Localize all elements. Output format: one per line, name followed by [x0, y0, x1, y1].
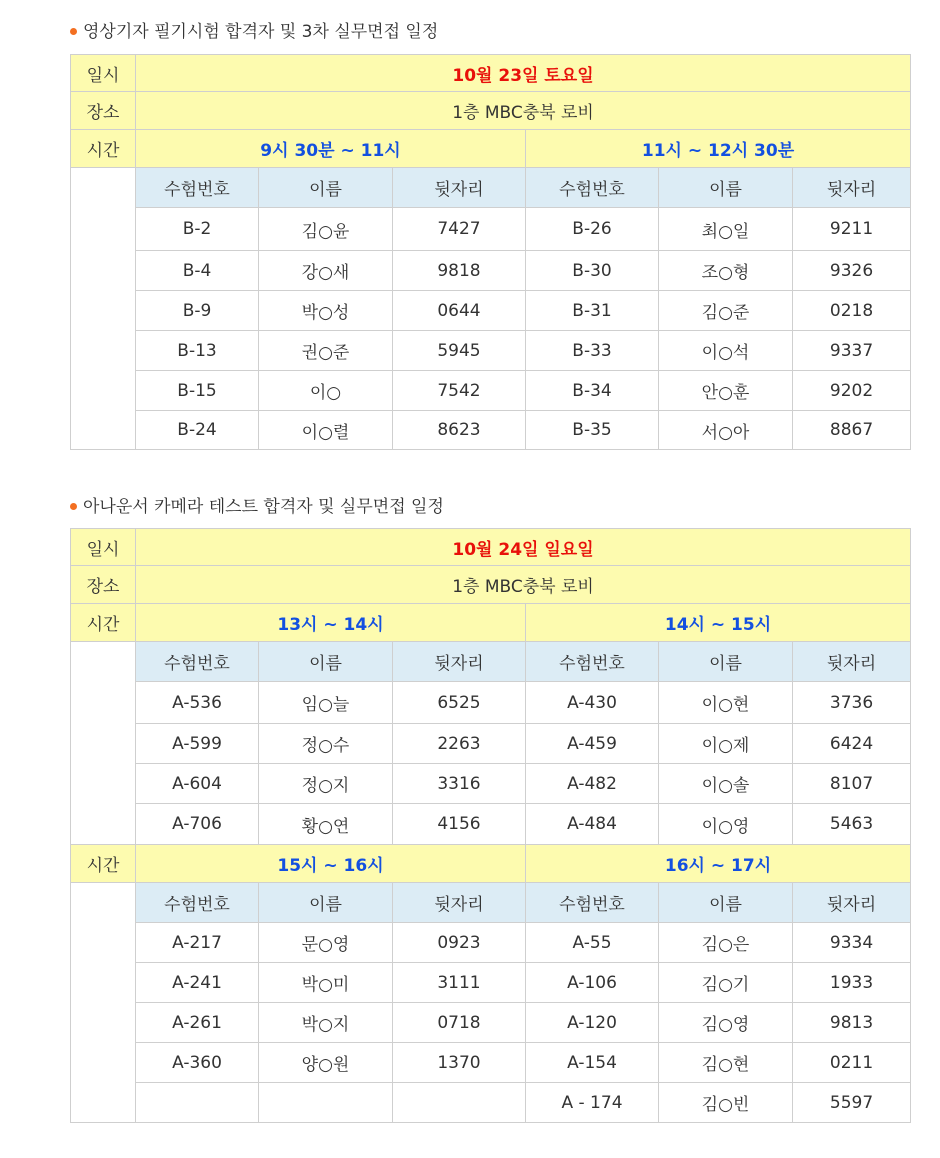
header-last-digits: 뒷자리 [793, 642, 911, 682]
exam-number-cell: B-2 [136, 208, 259, 251]
header-last-digits: 뒷자리 [793, 883, 911, 923]
last-digits-cell: 6525 [393, 682, 526, 724]
date-value: 10월 23일 토요일 [136, 55, 911, 92]
date-row [71, 55, 911, 92]
time-slot-right: 11시 ~ 12시 30분 [526, 130, 911, 168]
name-cell: 이○제 [659, 724, 793, 764]
place-value: 1층 MBC충북 로비 [136, 92, 911, 130]
name-cell: 이○석 [659, 331, 793, 371]
header-name: 이름 [659, 642, 793, 682]
last-digits-cell [393, 1083, 526, 1123]
header-exam-number: 수험번호 [526, 883, 659, 923]
name-cell: 김○빈 [659, 1083, 793, 1123]
time-row [71, 845, 911, 883]
exam-number-cell: B-31 [526, 291, 659, 331]
time-slot-right: 14시 ~ 15시 [526, 604, 911, 642]
name-cell: 박○미 [259, 963, 393, 1003]
header-exam-number: 수험번호 [136, 168, 259, 208]
exam-number-cell: A-536 [136, 682, 259, 724]
last-digits-cell: 1370 [393, 1043, 526, 1083]
schedule-table-video-reporter [70, 54, 911, 450]
exam-number-cell: B-4 [136, 251, 259, 291]
name-cell: 서○아 [659, 411, 793, 450]
time-slot-left: 9시 30분 ~ 11시 [136, 130, 526, 168]
exam-number-cell: A-120 [526, 1003, 659, 1043]
date-row [71, 529, 911, 566]
last-digits-cell: 0218 [793, 291, 911, 331]
header-last-digits: 뒷자리 [393, 168, 526, 208]
exam-number-cell: A-599 [136, 724, 259, 764]
name-cell: 김○기 [659, 963, 793, 1003]
name-cell: 권○준 [259, 331, 393, 371]
last-digits-cell: 3736 [793, 682, 911, 724]
last-digits-cell: 9813 [793, 1003, 911, 1043]
table-row [71, 804, 911, 845]
place-label: 장소 [71, 566, 136, 604]
header-name: 이름 [659, 883, 793, 923]
name-cell: 이○영 [659, 804, 793, 845]
time-label: 시간 [71, 130, 136, 168]
header-exam-number: 수험번호 [526, 168, 659, 208]
header-name: 이름 [259, 168, 393, 208]
column-header-row [71, 168, 911, 208]
exam-number-cell: A-459 [526, 724, 659, 764]
table-row [71, 251, 911, 291]
name-cell: 최○일 [659, 208, 793, 251]
last-digits-cell: 4156 [393, 804, 526, 845]
exam-number-cell: A-106 [526, 963, 659, 1003]
name-cell: 이○렬 [259, 411, 393, 450]
last-digits-cell: 8623 [393, 411, 526, 450]
name-cell: 이○솔 [659, 764, 793, 804]
time-slot-left: 13시 ~ 14시 [136, 604, 526, 642]
section-title-announcer: 아나운서 카메라 테스트 합격자 및 실무면접 일정 [70, 492, 444, 517]
exam-number-cell: A-360 [136, 1043, 259, 1083]
table-row [71, 1083, 911, 1123]
header-name: 이름 [259, 642, 393, 682]
exam-number-cell: B-9 [136, 291, 259, 331]
column-header-row [71, 883, 911, 923]
last-digits-cell: 7542 [393, 371, 526, 411]
name-cell: 강○새 [259, 251, 393, 291]
date-value: 10월 24일 일요일 [136, 529, 911, 566]
table-row [71, 371, 911, 411]
blank-label-cell [71, 883, 136, 1123]
exam-number-cell: A-604 [136, 764, 259, 804]
header-last-digits: 뒷자리 [393, 642, 526, 682]
name-cell: 박○성 [259, 291, 393, 331]
exam-number-cell: B-26 [526, 208, 659, 251]
table-row [71, 291, 911, 331]
table-row [71, 208, 911, 251]
time-label: 시간 [71, 604, 136, 642]
exam-number-cell: B-24 [136, 411, 259, 450]
exam-number-cell: A-154 [526, 1043, 659, 1083]
exam-number-cell: B-15 [136, 371, 259, 411]
place-value: 1층 MBC충북 로비 [136, 566, 911, 604]
place-row [71, 566, 911, 604]
name-cell [259, 1083, 393, 1123]
exam-number-cell: B-35 [526, 411, 659, 450]
last-digits-cell: 2263 [393, 724, 526, 764]
time-slot-right: 16시 ~ 17시 [526, 845, 911, 883]
last-digits-cell: 5945 [393, 331, 526, 371]
bullet-icon [70, 503, 77, 510]
last-digits-cell: 5463 [793, 804, 911, 845]
last-digits-cell: 5597 [793, 1083, 911, 1123]
last-digits-cell: 0718 [393, 1003, 526, 1043]
last-digits-cell: 6424 [793, 724, 911, 764]
exam-number-cell: A-706 [136, 804, 259, 845]
table-row [71, 724, 911, 764]
exam-number-cell: A-217 [136, 923, 259, 963]
last-digits-cell: 7427 [393, 208, 526, 251]
schedule-table-announcer [70, 528, 911, 1123]
name-cell: 이○ [259, 371, 393, 411]
time-row [71, 604, 911, 642]
name-cell: 양○원 [259, 1043, 393, 1083]
name-cell: 조○형 [659, 251, 793, 291]
header-last-digits: 뒷자리 [393, 883, 526, 923]
last-digits-cell: 8867 [793, 411, 911, 450]
name-cell: 김○현 [659, 1043, 793, 1083]
date-label: 일시 [71, 55, 136, 92]
name-cell: 문○영 [259, 923, 393, 963]
last-digits-cell: 9326 [793, 251, 911, 291]
last-digits-cell: 0211 [793, 1043, 911, 1083]
header-last-digits: 뒷자리 [793, 168, 911, 208]
table-row [71, 963, 911, 1003]
name-cell: 김○준 [659, 291, 793, 331]
blank-label-cell [71, 168, 136, 450]
table-row [71, 682, 911, 724]
exam-number-cell: B-30 [526, 251, 659, 291]
last-digits-cell: 8107 [793, 764, 911, 804]
header-exam-number: 수험번호 [136, 642, 259, 682]
last-digits-cell: 9211 [793, 208, 911, 251]
last-digits-cell: 3316 [393, 764, 526, 804]
exam-number-cell: A - 174 [526, 1083, 659, 1123]
table-row [71, 764, 911, 804]
header-exam-number: 수험번호 [526, 642, 659, 682]
exam-number-cell: B-34 [526, 371, 659, 411]
exam-number-cell [136, 1083, 259, 1123]
time-slot-left: 15시 ~ 16시 [136, 845, 526, 883]
table-row [71, 923, 911, 963]
table-row [71, 331, 911, 371]
exam-number-cell: A-241 [136, 963, 259, 1003]
exam-number-cell: B-33 [526, 331, 659, 371]
time-label: 시간 [71, 845, 136, 883]
exam-number-cell: A-261 [136, 1003, 259, 1043]
place-row [71, 92, 911, 130]
header-name: 이름 [659, 168, 793, 208]
name-cell: 김○은 [659, 923, 793, 963]
last-digits-cell: 0644 [393, 291, 526, 331]
exam-number-cell: A-430 [526, 682, 659, 724]
table-row [71, 1043, 911, 1083]
exam-number-cell: B-13 [136, 331, 259, 371]
exam-number-cell: A-55 [526, 923, 659, 963]
table-row [71, 1003, 911, 1043]
time-row [71, 130, 911, 168]
last-digits-cell: 9818 [393, 251, 526, 291]
last-digits-cell: 1933 [793, 963, 911, 1003]
name-cell: 정○수 [259, 724, 393, 764]
last-digits-cell: 3111 [393, 963, 526, 1003]
exam-number-cell: A-484 [526, 804, 659, 845]
date-label: 일시 [71, 529, 136, 566]
exam-number-cell: A-482 [526, 764, 659, 804]
last-digits-cell: 0923 [393, 923, 526, 963]
name-cell: 이○현 [659, 682, 793, 724]
bullet-icon [70, 28, 77, 35]
name-cell: 정○지 [259, 764, 393, 804]
section-title-video-reporter: 영상기자 필기시험 합격자 및 3차 실무면접 일정 [70, 17, 438, 42]
name-cell: 김○영 [659, 1003, 793, 1043]
name-cell: 박○지 [259, 1003, 393, 1043]
blank-label-cell [71, 642, 136, 845]
last-digits-cell: 9337 [793, 331, 911, 371]
header-name: 이름 [259, 883, 393, 923]
name-cell: 임○늘 [259, 682, 393, 724]
header-exam-number: 수험번호 [136, 883, 259, 923]
name-cell: 안○훈 [659, 371, 793, 411]
name-cell: 황○연 [259, 804, 393, 845]
last-digits-cell: 9334 [793, 923, 911, 963]
place-label: 장소 [71, 92, 136, 130]
name-cell: 김○윤 [259, 208, 393, 251]
table-row [71, 411, 911, 450]
last-digits-cell: 9202 [793, 371, 911, 411]
column-header-row [71, 642, 911, 682]
